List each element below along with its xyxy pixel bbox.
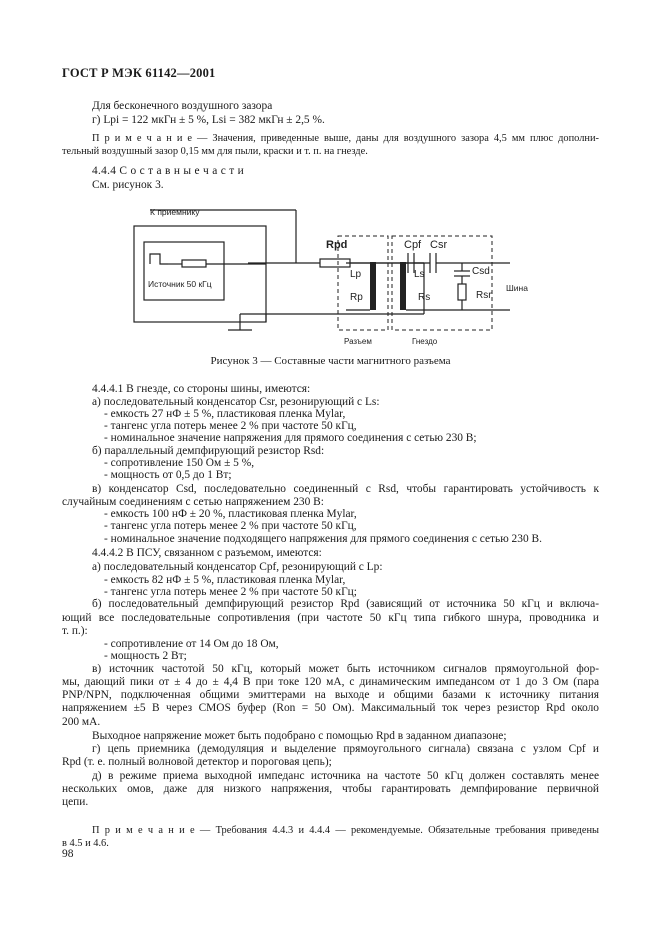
body-line: - номинальное значение напряжения для прямого соединения с сетью 230 В; [104, 432, 477, 444]
intro-line-1: Для бесконечного воздушного зазора [92, 100, 273, 112]
body-line: ющий все последовательные сопротивления (при частоте 50 кГц типа гибкого шнура, проводника и [62, 612, 599, 624]
body-line: напряжением ±5 В через CMOS буфер (Ron = 50 Ом). Максимальный ток через резистор Rpd около [62, 702, 599, 714]
csd-label: Csd [472, 266, 490, 277]
rp-label: Rp [350, 292, 363, 303]
body-line: - емкость 100 нФ ± 20 %, пластиковая пленка Mylar, [104, 508, 357, 520]
body-line: б) параллельный демпфирующий резистор Rsd: [92, 445, 325, 457]
body-line: мы, дающий пики от ± 4 до ± 4,4 В при токе 120 мА, с динамическим импедансом от 1 до 3 Ом (пара [62, 676, 599, 688]
lp-label: Lp [350, 269, 362, 280]
body-line: - емкость 27 нФ ± 5 %, пластиковая пленка Mylar, [104, 408, 346, 420]
body-line: - тангенс угла потерь менее 2 % при частоте 50 кГц, [104, 420, 357, 432]
body-line: - тангенс угла потерь менее 2 % при частоте 50 кГц; [104, 586, 357, 598]
body-line: - мощность 2 Вт; [104, 650, 187, 662]
body-line: - тангенс угла потерь менее 2 % при частоте 50 кГц, [104, 520, 357, 532]
section-title: 4.4.4 С о с т а в н ы е ч а с т и [92, 165, 245, 177]
body-line: 200 мА. [62, 716, 101, 728]
ls-label: Ls [414, 269, 425, 280]
body-line: а) последовательный конденсатор Csr, резонирующий с Ls: [92, 396, 380, 408]
page-number: 98 [62, 848, 74, 860]
body-line: - сопротивление 150 Ом ± 5 %, [104, 457, 255, 469]
body-line: а) последовательный конденсатор Cpf, резонирующий с Lp: [92, 561, 383, 573]
rs-label: Rs [418, 292, 431, 303]
body-line: д) в режиме приема выходной импеданс источника на частоте 50 кГц должен составлять менее [92, 770, 599, 782]
primary-core [370, 262, 376, 310]
body-line: 4.4.4.2 В ПСУ, связанном с разъемом, имеются: [92, 547, 322, 559]
body-line: т. п.): [62, 625, 88, 637]
body-line: - сопротивление от 14 Ом до 18 Ом, [104, 638, 279, 650]
note-1-line-2: тельный воздушный зазор 0,15 мм для пыли, краски и т. п. на гнезде. [62, 146, 368, 157]
body-line: в) источник частотой 50 кГц, который может быть источником сигналов прямоугольной фор- [92, 663, 599, 675]
rsr-label: Rsr [476, 290, 492, 301]
note-2-line-1: П р и м е ч а н и е — Требования 4.4.3 и 4.4.4 — рекомендуемые. Обязательные требования приведены [92, 825, 599, 836]
body-line: нескольких омов, даже для низкого напряжения, чтобы гарантировать демпфирование первичной [62, 783, 599, 795]
secondary-core [400, 262, 406, 310]
intro-line-2: г) Lрi = 122 мкГн ± 5 %, Lsi = 382 мкГн ± 2,5 %. [92, 114, 325, 126]
body-line: Выходное напряжение может быть подобрано с помощью Rpd в заданном диапазоне; [92, 730, 507, 742]
figure-caption: Рисунок 3 — Составные части магнитного разъема [210, 355, 451, 367]
section-ref: См. рисунок 3. [92, 179, 164, 191]
bus-label: Шина [506, 283, 528, 293]
body-line: - мощность от 0,5 до 1 Вт; [104, 469, 232, 481]
body-line: PNP/NPN, подключенная общими эмиттерами на выходе и общими базами к источнику питания [62, 689, 599, 701]
body-line: - емкость 82 нФ ± 5 %, пластиковая пленка Mylar, [104, 574, 346, 586]
to-receiver-label: К приемнику [150, 207, 200, 217]
body-line: в) конденсатор Csd, последовательно соединенный с Rsd, чтобы гарантировать устойчивость к [92, 483, 599, 495]
cpf-label: Cpf [404, 239, 422, 251]
body-line: случайным соединениям с сетью напряжением 230 В: [62, 496, 324, 508]
body-line: 4.4.4.1 В гнезде, со стороны шины, имеются: [92, 383, 311, 395]
circuit-diagram [120, 196, 540, 354]
connector-label: Разъем [344, 337, 372, 346]
body-line: б) последовательный демпфирующий резистор Rpd (зависящий от источника 50 кГц и включа- [92, 598, 599, 610]
body-line: - номинальное значение подходящего напряжения для прямого соединения с сетью 230 В. [104, 533, 542, 545]
body-line: цепи. [62, 796, 89, 808]
note-2-line-2: в 4.5 и 4.6. [62, 838, 109, 849]
document-header: ГОСТ Р МЭК 61142—2001 [62, 66, 216, 80]
body-line: Rpd (т. е. полный волновой детектор и пороговая цепь); [62, 756, 332, 768]
body-line: г) цепь приемника (демодуляция и выделение прямоугольного сигнала) связана с узлом Cpf и [92, 743, 599, 755]
socket-label: Гнездо [412, 337, 438, 346]
note-1-line-1: П р и м е ч а н и е — Значения, приведенные выше, даны для воздушного зазора 4,5 мм плюс дополни- [92, 133, 599, 144]
rpd-label: Rpd [326, 239, 348, 251]
source-label: Источник 50 кГц [148, 279, 212, 289]
csr-label: Csr [430, 239, 448, 251]
